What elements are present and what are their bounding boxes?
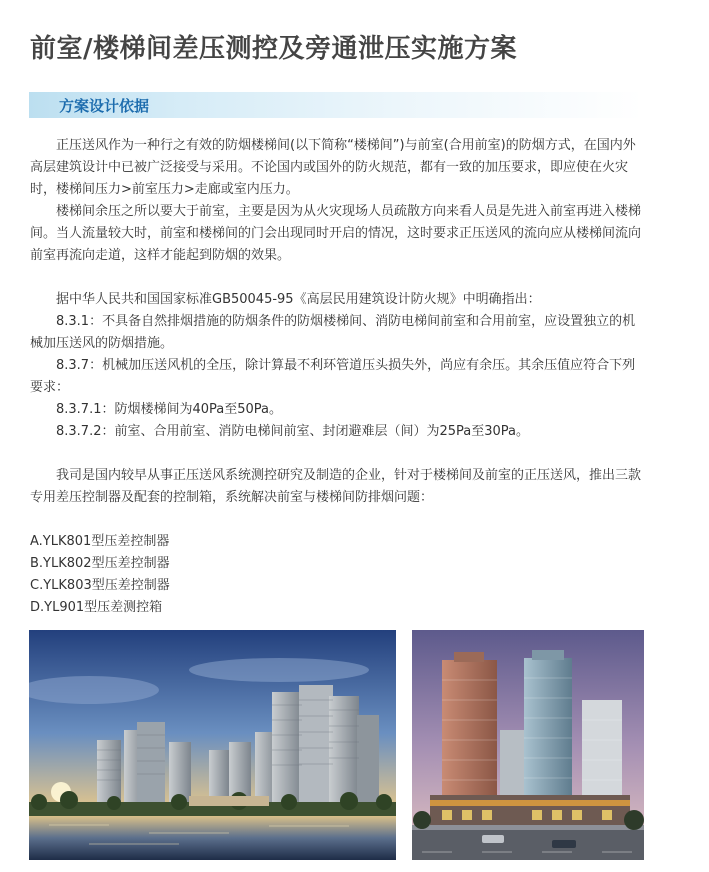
product-item: C.YLK803型压差控制器	[30, 578, 170, 593]
clause-8-3-7-1: 8.3.7.1：防烟楼梯间为40Pa至50Pa。	[56, 402, 283, 417]
spacer	[30, 267, 642, 289]
paragraph-standard: 据中华人民共和国国家标准GB50045-95《高层民用建筑设计防火规》中明确指出：	[56, 292, 541, 307]
section-header-bar	[29, 92, 643, 118]
spacer	[30, 443, 642, 465]
clause-8-3-1: 8.3.1：不具备自然排烟措施的防烟条件的防烟楼梯间、消防电梯间前室和合用前室，应设置独立的机械加压送风的防烟措施。	[30, 314, 636, 351]
clause-8-3-7: 8.3.7：机械加压送风机的全压，除计算最不利环管道压头损失外，尚应有余压。其余压值应符合下列要求：	[30, 358, 636, 395]
paragraph-intro: 正压送风作为一种行之有效的防烟楼梯间(以下简称“楼梯间”)与前室(合用前室)的防烟方式，在国内外高层建筑设计中已被广泛接受与采用。不论国内或国外的防火规范，都有一致的加压要求，即应使在火灾时，楼梯间压力>前室压力>走廊或室内压力。	[30, 138, 636, 197]
building-photo-street	[412, 630, 644, 860]
clause-8-3-7-2: 8.3.7.2：前室、合用前室、消防电梯间前室、封闭避难层（间）为25Pa至30Pa。	[56, 424, 530, 439]
product-item: B.YLK802型压差控制器	[30, 556, 170, 571]
product-item: D.YL901型压差测控箱	[30, 600, 163, 615]
building-photo-waterfront	[29, 630, 396, 860]
spacer	[30, 509, 642, 531]
section-title: 方案设计依据	[59, 97, 150, 115]
page-title: 前室/楼梯间差压测控及旁通泄压实施方案	[30, 34, 517, 64]
product-item: A.YLK801型压差控制器	[30, 534, 170, 549]
paragraph-company: 我司是国内较早从事正压送风系统测控研究及制造的企业，针对于楼梯间及前室的正压送风，推出三款专用差压控制器及配套的控制箱，系统解决前室与楼梯间防排烟问题：	[30, 468, 642, 505]
paragraph-reason: 楼梯间余压之所以要大于前室，主要是因为从火灾现场人员疏散方向来看人员是先进入前室再进入楼梯间。当人流量较大时，前室和楼梯间的门会出现同时开启的情况，这时要求正压送风的流向应从楼梯间流向前室再流向走道，这样才能起到防烟的效果。	[30, 204, 642, 263]
document-body	[30, 135, 642, 619]
